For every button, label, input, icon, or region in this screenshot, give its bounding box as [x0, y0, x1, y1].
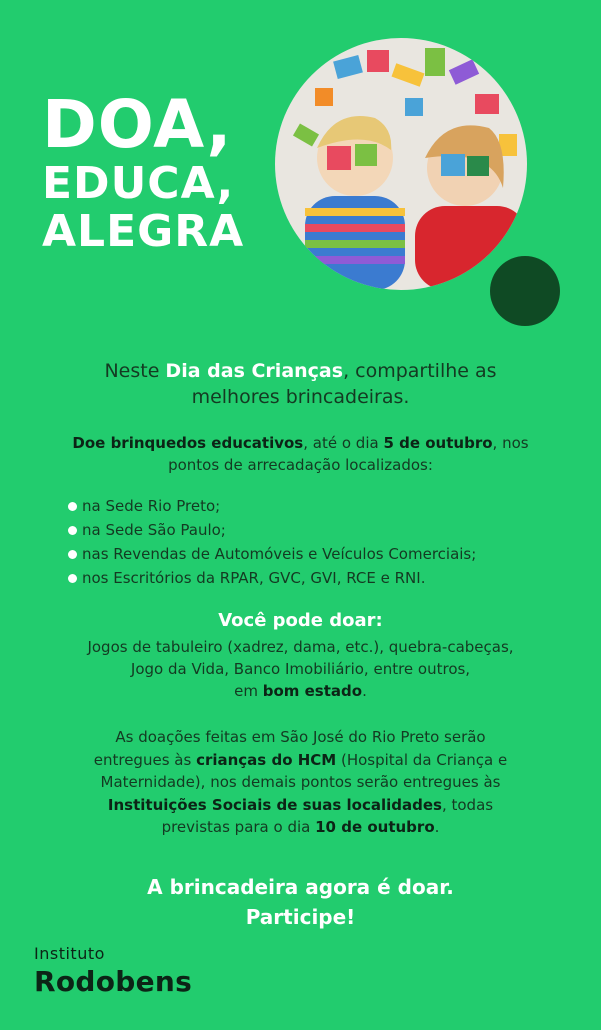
intro-line1-post: , compartilhe as [343, 360, 497, 382]
list-item [68, 542, 568, 566]
donate-bold-1: Doe brinquedos educativos [72, 434, 304, 452]
delivery-line2-post: (Hospital da Criança e [336, 750, 508, 769]
headline-line-1: DOA, [42, 86, 233, 163]
delivery-line3: Maternidade), nos demais pontos serão entregues às [100, 773, 501, 791]
decorative-circle [490, 256, 560, 326]
list-item [68, 566, 568, 590]
headline [42, 86, 245, 257]
delivery-line1: As doações feitas em São José do Rio Preto serão [115, 728, 486, 746]
location-label: na Sede São Paulo; [82, 521, 226, 539]
can-donate-line3-pre: em [234, 682, 263, 700]
delivery-line4-bold: Instituições Sociais de suas localidades [107, 795, 442, 814]
delivery-line2-bold: crianças do HCM [196, 750, 337, 769]
can-donate-line1: Jogos de tabuleiro (xadrez, dama, etc.), quebra-cabeças, [87, 638, 514, 656]
intro-text [40, 358, 561, 410]
headline-line-3: ALEGRA [42, 206, 245, 257]
delivery-line2-pre: entregues às [93, 750, 197, 769]
can-donate-title: Você pode doar: [218, 610, 383, 631]
can-donate-text [30, 636, 571, 702]
donate-line2: pontos de arrecadação localizados: [168, 456, 433, 474]
intro-line2: melhores brincadeiras. [191, 386, 410, 408]
delivery-line5-post: . [434, 818, 440, 836]
logo-small-text: Instituto [34, 944, 105, 963]
location-label: nas Revendas de Automóveis e Veículos Comerciais; [82, 545, 477, 563]
donate-bold-2: 5 de outubro [383, 434, 493, 452]
can-donate-line2: Jogo da Vida, Banco Imobiliário, entre outros, [130, 660, 471, 678]
bullet-dot-icon [68, 526, 77, 535]
list-item [68, 494, 568, 518]
donate-text [30, 432, 571, 476]
delivery-line5-bold: 10 de outubro [315, 818, 435, 836]
closing-line2: Participe! [245, 905, 356, 929]
closing-text [0, 872, 601, 932]
delivery-line5-pre: previstas para o dia [161, 818, 316, 836]
intro-pre: Neste [104, 360, 166, 382]
bullet-dot-icon [68, 502, 77, 511]
bullet-dot-icon [68, 550, 77, 559]
list-item [68, 518, 568, 542]
intro-highlight: Dia das Crianças [165, 360, 344, 382]
delivery-text [40, 726, 561, 839]
closing-line1: A brincadeira agora é doar. [147, 875, 454, 899]
can-donate-line3-bold: bom estado [262, 682, 363, 700]
bullet-dot-icon [68, 574, 77, 583]
headline-line-2: EDUCA, [42, 158, 235, 209]
logo-big-text: Rodobens [34, 965, 193, 998]
delivery-line4-post: , todas [441, 795, 494, 814]
donate-end: , nos [492, 434, 529, 452]
location-label: na Sede Rio Preto; [82, 497, 221, 515]
donate-mid: , até o dia [303, 434, 384, 452]
location-label: nos Escritórios da RPAR, GVC, GVI, RCE e RNI. [82, 569, 426, 587]
locations-list [68, 494, 568, 590]
instituto-rodobens-logo [34, 944, 192, 998]
can-donate-line3-post: . [362, 682, 367, 700]
children-photo [275, 38, 527, 290]
